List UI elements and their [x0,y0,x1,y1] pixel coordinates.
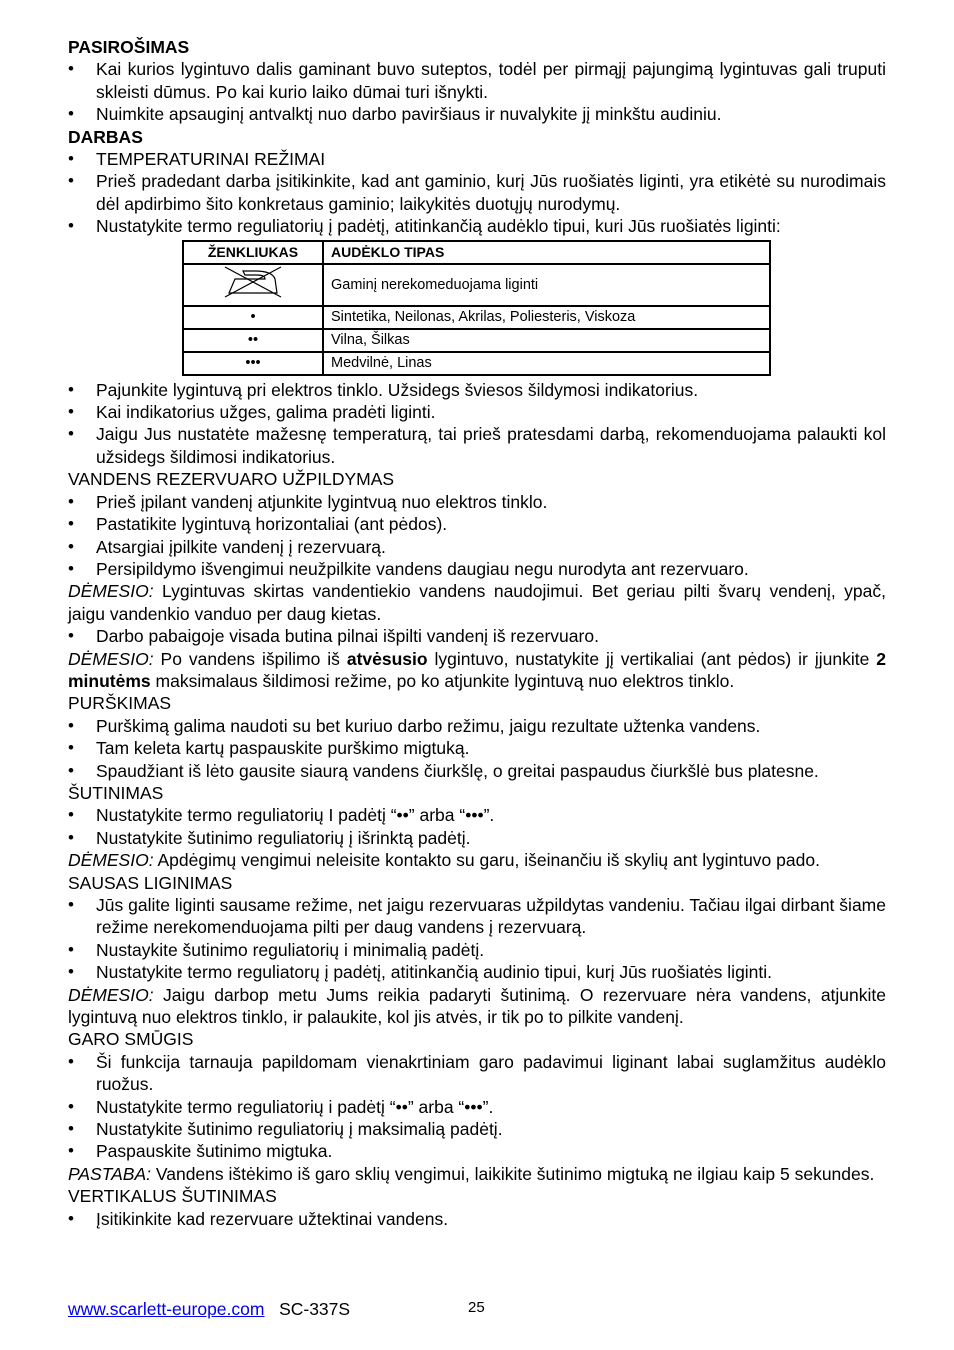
list-item: • Ši funkcija tarnauja papildomam vienakrtiniam garo padavimui liginant labai suglamžitus audėklo ruožus. [68,1051,886,1096]
list-item: • Atsargiai įpilkite vandenį į rezervuarą. [68,536,886,558]
list-item: • Pajunkite lygintuvą pri elektros tinklo. Užsidegs šviesos šildymosi indikatorius. [68,379,886,401]
table-cell-fabric: Vilna, Šilkas [323,329,770,352]
fabric-symbol-table [182,240,771,376]
list-item: • Nustatykite šutinimo reguliatorių į išrinktą padėtį. [68,827,886,849]
table-cell-symbol [183,264,323,306]
note-text: Vandens ištėkimo iš garo sklių vengimui, laikikite šutinimo migtuką ne ilgiau kaip 5 sekundes. [151,1163,875,1184]
table-cell-symbol: • [183,306,323,329]
note-paragraph [68,580,886,625]
list-item: • TEMPERATURINAI REŽIMAI [68,148,886,170]
table-header-symbol: ŽENKLIUKAS [183,241,323,264]
list-vertikalus [68,1208,886,1230]
table-cell-symbol: •• [183,329,323,352]
list-item: • Kai kurios lygintuvo dalis gaminant buvo suteptos, todėl per pirmąjį pajungimą lygintuvas gali truputi skleisti dūmus. Po kai kurio laiko dūmai turi išnykti. [68,58,886,103]
no-iron-icon [221,265,285,299]
list-item: • Nustatykite termo reguliatorų į padėtį, atitinkančią audinio tipui, kurį Jūs ruošiatės liginti. [68,961,886,983]
note-text: Apdėgimų vengimui neleisite kontakto su garu, išeinančiu iš skylių ant lygintuvo pado. [153,850,820,871]
note-label: DĖMESIO: [68,648,154,669]
table-row [183,264,770,306]
note-label: DĖMESIO: [68,850,154,871]
list-item: • Nustatykite termo reguliatorių į padėtį, atitinkančią audėklo tipui, kuri Jūs ruošiatės liginti: [68,215,886,237]
table-header-fabric: AUDĖKLO TIPAS [323,241,770,264]
table-header-row [183,241,770,264]
table-row [183,329,770,352]
list-garo [68,1051,886,1163]
note-text: Jaigu darbop metu Jums reikia padaryti šutinimą. O rezervuare nėra vandens, atjunkite lygintuvą nuo elektros tinklo, ir palaukite, kol jis atvės, ir tik po to pilkite vandenį. [68,984,886,1028]
document-body [68,36,886,1230]
list-darbas-after [68,379,886,469]
list-item: • Spaudžiant iš lėto gausite siaurą vandens čiurkšlę, o greitai paspaudus čiurkšlė bus platesne. [68,760,886,782]
section-title-sutinimas: ŠUTINIMAS [68,782,164,803]
list-item: • Nustatykite šutinimo reguliatorių į maksimalią padėtį. [68,1118,886,1140]
section-title-pasirosimas: PASIROŠIMAS [68,37,190,57]
note-text: Lygintuvas skirtas vandentiekio vandens naudojimui. Bet geriau pilti švarų vendenį, ypač, jaigu vandenkio vanduo per daug kietas. [68,581,886,624]
list-vandens-after [68,625,886,647]
table-cell-fabric: Medvilnė, Linas [323,352,770,375]
list-vandens [68,491,886,581]
table-cell-fabric: Sintetika, Neilonas, Akrilas, Poliesteris, Viskoza [323,306,770,329]
list-item: • Prieš įpilant vandenį atjunkite lygintvuą nuo elektros tinklo. [68,491,886,513]
list-item: • Paspauskite šutinimo migtuka. [68,1140,886,1162]
note-bold: atvėsusio [346,648,428,669]
page-footer [68,1299,350,1320]
section-title-sausas: SAUSAS LIGINIMAS [68,872,233,893]
table-cell-symbol: ••• [183,352,323,375]
list-item: • Persipildymo išvengimui neužpilkite vandens daugiau negu nurodyta ant rezervuaro. [68,558,886,580]
list-pasirosimas [68,58,886,125]
note-paragraph [68,984,886,1029]
list-purskimas [68,715,886,782]
website-link[interactable]: www.scarlett-europe.com [68,1299,265,1319]
table-row [183,352,770,375]
list-item: • Jaigu Jus nustatėte mažesnę temperaturą, tai prieš pratesdami darbą, rekomenduojama palaukti kol užsidegs šildimosi indikatorius. [68,423,886,468]
note-paragraph [68,1163,886,1185]
list-item: • Nustatykite termo reguliatorių i padėtį “••” arba “•••”. [68,1096,886,1118]
section-title-vandens: VANDENS REZERVUARO UŽPILDYMAS [68,469,395,490]
list-item: • Įsitikinkite kad rezervuare užtektinai vandens. [68,1208,886,1230]
list-item: • Pastatikite lygintuvą horizontaliai (ant pėdos). [68,513,886,535]
list-item: • Nustaykite šutinimo reguliatorių i minimalią padėtį. [68,939,886,961]
section-title-darbas: DARBAS [68,126,143,147]
table-cell-fabric: Gaminį nerekomeduojama liginti [323,264,770,306]
note-text: maksimalaus šildimosi režime, po ko atjunkite lygintuvą nuo elektros tinklo. [150,670,735,691]
note-label: DĖMESIO: [68,581,154,602]
list-item: • Darbo pabaigoje visada butina pilnai išpilti vandenį iš rezervuaro. [68,625,886,647]
list-sausas [68,894,886,984]
note-paragraph [68,648,886,693]
note-label: DĖMESIO: [68,984,154,1005]
note-text: lygintuvo, nustatykite jį vertikaliai (ant pėdos) ir įjunkite [427,648,877,669]
list-darbas [68,148,886,238]
section-title-vertikalus: VERTIKALUS ŠUTINIMAS [68,1186,277,1207]
section-title-garo: GARO SMŪGIS [68,1029,194,1050]
list-item: • Purškimą galima naudoti su bet kuriuo darbo režimu, jaigu rezultate užtenka vandens. [68,715,886,737]
list-item: • Kai indikatorius užges, galima pradėti liginti. [68,401,886,423]
model-number: SC-337S [279,1299,351,1319]
section-title-purskimas: PURŠKIMAS [68,693,172,714]
list-sutinimas [68,804,886,849]
note-paragraph [68,849,886,871]
page-number: 25 [468,1299,485,1316]
note-bold: 2 minutėms [68,648,886,691]
list-item: • Nuimkite apsauginį antvalktį nuo darbo paviršiaus ir nuvalykite jį minkštu audiniu. [68,103,886,125]
list-item: • Tam keleta kartų paspauskite purškimo migtuką. [68,737,886,759]
note-text: Po vandens išpilimo iš [153,648,347,669]
list-item: • Nustatykite termo reguliatorių I padėtį “••” arba “•••”. [68,804,886,826]
list-item: • Prieš pradedant darba įsitikinkite, kad ant gaminio, kurį Jūs ruošiatės liginti, yra etikėtė su nurodimais dėl apdirbimo šito konkretaus gaminio; laikykitės duotųjų nurodymų. [68,170,886,215]
list-item: • Jūs galite liginti sausame režime, net jaigu rezervuaras užpildytas vandeniu. Tačiau ilgai dirbant šiame režime nerekomenduojama pilti per daug vandens į rezervuarą. [68,894,886,939]
table-row [183,306,770,329]
note-label: PASTABA: [68,1163,151,1184]
